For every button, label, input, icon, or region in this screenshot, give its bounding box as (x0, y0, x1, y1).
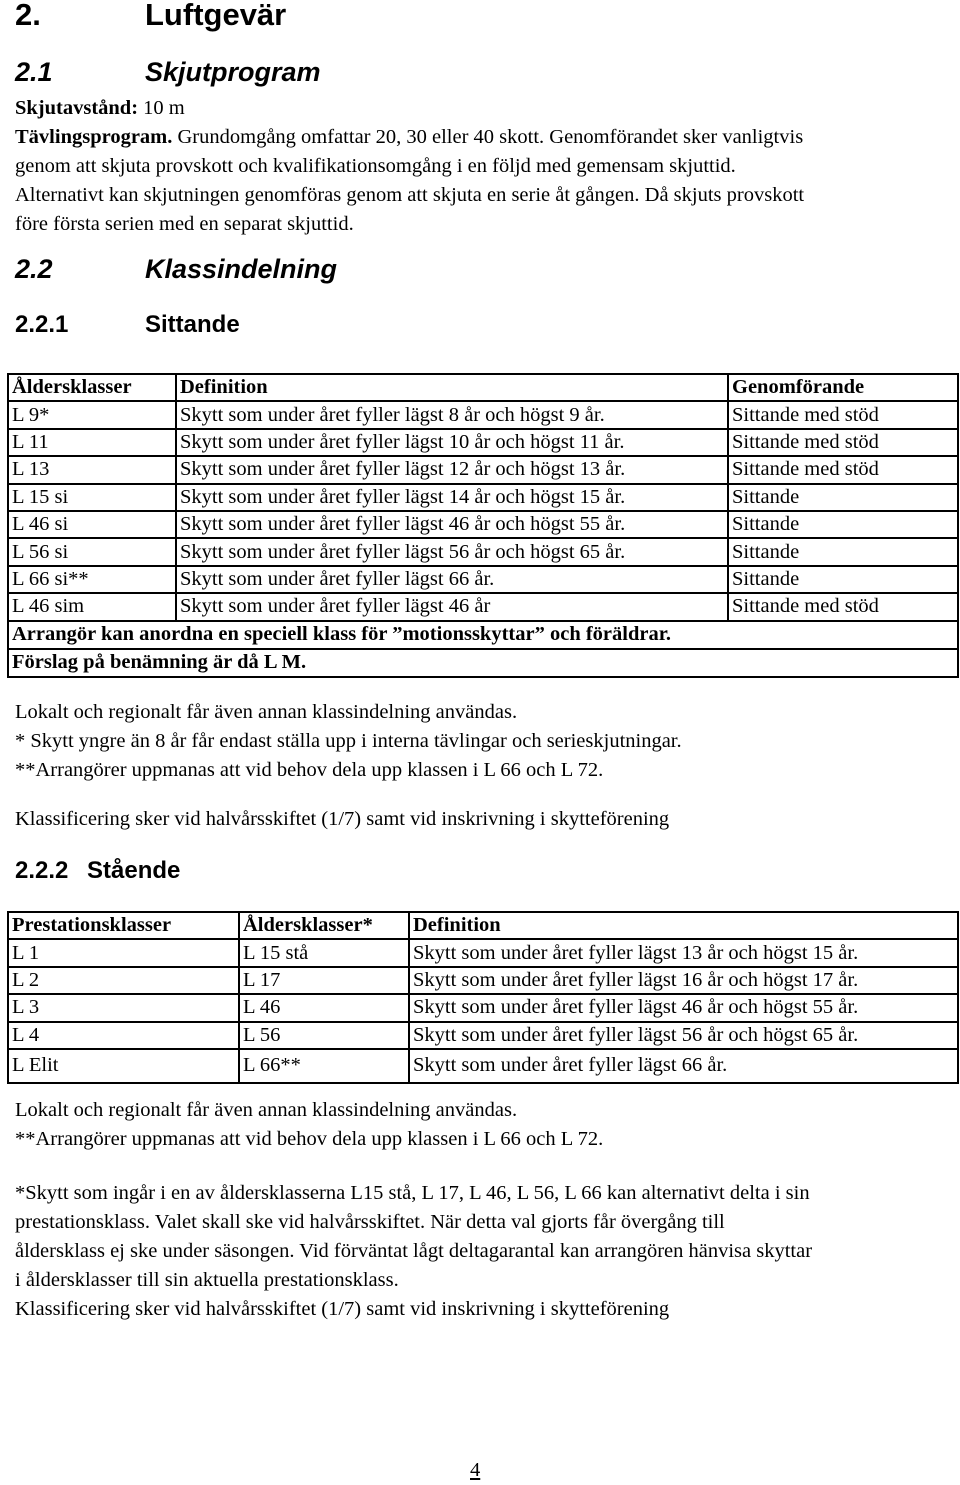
cell-definition: Skytt som under året fyller lägst 13 år och högst 15 år. (409, 939, 958, 966)
staende-notes (15, 1096, 950, 1154)
page-number: 4 (470, 1459, 481, 1481)
section-2-2-1-title: Sittande (145, 311, 240, 338)
table-row (8, 511, 958, 538)
section-2-1-title: Skjutprogram (145, 57, 321, 87)
cell-definition: Skytt som under året fyller lägst 46 år och högst 55 år. (176, 511, 728, 538)
footnote-line: i åldersklasser till sin aktuella prestationsklass. (15, 1269, 399, 1291)
table-row (8, 593, 958, 620)
note-line: **Arrangörer uppmanas att vid behov dela upp klassen i L 66 och L 72. (15, 759, 604, 781)
cell-definition: Skytt som under året fyller lägst 16 år och högst 17 år. (409, 967, 958, 994)
program-text: Grundomgång omfattar 20, 30 eller 40 skott. Genomförandet sker vanligtvis (172, 126, 804, 148)
table-note-row (8, 649, 958, 677)
cell-age-class: L 56 (239, 1022, 409, 1049)
table-row (8, 1049, 958, 1083)
cell-definition: Skytt som under året fyller lägst 14 år och högst 15 år. (176, 484, 728, 511)
table-row (8, 967, 958, 994)
cell-class: L 11 (8, 429, 176, 456)
cell-performance-class: L 4 (8, 1022, 239, 1049)
sittande-table (7, 373, 959, 678)
cell-class: L 46 si (8, 511, 176, 538)
header-aldersklasser: Åldersklasser (8, 374, 176, 401)
cell-execution: Sittande med stöd (728, 429, 958, 456)
cell-definition: Skytt som under året fyller lägst 8 år och högst 9 år. (176, 401, 728, 428)
table-row (8, 566, 958, 593)
staende-footnote (15, 1179, 950, 1324)
section-2-2-2-number: 2.2.2 (15, 857, 69, 884)
table-row (8, 994, 958, 1021)
footnote-line: Klassificering sker vid halvårsskiftet (1/7) samt vid inskrivning i skytteförening (15, 1298, 670, 1320)
cell-class: L 15 si (8, 484, 176, 511)
body-line: före första serien med en separat skjuttid. (15, 213, 354, 235)
cell-definition: Skytt som under året fyller lägst 66 år. (409, 1049, 958, 1083)
header-aldersklasser: Åldersklasser* (239, 912, 409, 939)
table-row (8, 429, 958, 456)
footnote-line: *Skytt som ingår i en av åldersklasserna L15 stå, L 17, L 46, L 56, L 66 kan alternativt delta i sin (15, 1182, 810, 1204)
section-2-2-title: Klassindelning (145, 254, 338, 284)
program-label: Tävlingsprogram. (15, 126, 173, 148)
table-header-row (8, 912, 958, 939)
section-2-1-body (15, 94, 950, 239)
cell-execution: Sittande med stöd (728, 401, 958, 428)
header-definition: Definition (176, 374, 728, 401)
section-2-2-number: 2.2 (15, 254, 53, 284)
cell-definition: Skytt som under året fyller lägst 46 år och högst 55 år. (409, 994, 958, 1021)
program-line (15, 123, 950, 152)
cell-performance-class: L 1 (8, 939, 239, 966)
table-note-row (8, 621, 958, 649)
cell-execution: Sittande med stöd (728, 456, 958, 483)
header-genomforande: Genomförande (728, 374, 958, 401)
body-line: genom att skjuta provskott och kvalifikationsomgång i en följd med gemensam skjuttid. (15, 155, 736, 177)
section-2-2-1-number: 2.2.1 (15, 311, 69, 338)
cell-class: L 56 si (8, 538, 176, 565)
cell-definition: Skytt som under året fyller lägst 56 år och högst 65 år. (176, 538, 728, 565)
classification-note: Klassificering sker vid halvårsskiftet (1/7) samt vid inskrivning i skytteförening (15, 808, 670, 830)
section-2-2-2-title: Stående (87, 857, 181, 884)
cell-execution: Sittande (728, 538, 958, 565)
sittande-notes (15, 698, 950, 785)
cell-performance-class: L Elit (8, 1049, 239, 1083)
cell-class: L 46 sim (8, 593, 176, 620)
cell-class: L 9* (8, 401, 176, 428)
cell-age-class: L 46 (239, 994, 409, 1021)
cell-age-class: L 15 stå (239, 939, 409, 966)
cell-definition: Skytt som under året fyller lägst 10 år och högst 11 år. (176, 429, 728, 456)
cell-definition: Skytt som under året fyller lägst 12 år och högst 13 år. (176, 456, 728, 483)
cell-execution: Sittande (728, 511, 958, 538)
table-row (8, 456, 958, 483)
table-header-row (8, 374, 958, 401)
distance-label: Skjutavstånd: (15, 97, 139, 119)
distance-value: 10 m (138, 97, 185, 119)
cell-age-class: L 17 (239, 967, 409, 994)
table-row (8, 401, 958, 428)
cell-age-class: L 66** (239, 1049, 409, 1083)
cell-execution: Sittande (728, 484, 958, 511)
cell-execution: Sittande med stöd (728, 593, 958, 620)
cell-definition: Skytt som under året fyller lägst 46 år (176, 593, 728, 620)
header-definition: Definition (409, 912, 958, 939)
note-line: **Arrangörer uppmanas att vid behov dela upp klassen i L 66 och L 72. (15, 1128, 604, 1150)
cell-class: L 66 si** (8, 566, 176, 593)
cell-performance-class: L 3 (8, 994, 239, 1021)
body-line: Alternativt kan skjutningen genomföras genom att skjuta en serie åt gången. Då skjuts provskott (15, 184, 805, 206)
cell-definition: Skytt som under året fyller lägst 56 år och högst 65 år. (409, 1022, 958, 1049)
cell-class: L 13 (8, 456, 176, 483)
table-row (8, 1022, 958, 1049)
note-motionsskyttar: Arrangör kan anordna en speciell klass för ”motionsskyttar” och föräldrar. (8, 621, 958, 649)
note-line: Lokalt och regionalt får även annan klassindelning användas. (15, 701, 518, 723)
note-line: * Skytt yngre än 8 år får endast ställa upp i interna tävlingar och serieskjutningar. (15, 730, 682, 752)
distance-line (15, 94, 950, 123)
cell-execution: Sittande (728, 566, 958, 593)
header-prestationsklasser: Prestationsklasser (8, 912, 239, 939)
table-row (8, 484, 958, 511)
footnote-line: prestationsklass. Valet skall ske vid halvårsskiftet. När detta val gjorts får övergång till (15, 1211, 725, 1233)
footnote-line: åldersklass ej ske under säsongen. Vid förväntat lågt deltagarantal kan arrangören hänvisa skyttar (15, 1240, 813, 1262)
table-row (8, 538, 958, 565)
section-2-1-number: 2.1 (15, 57, 53, 87)
table-row (8, 939, 958, 966)
note-benamning: Förslag på benämning är då L M. (8, 649, 958, 677)
staende-table (7, 911, 959, 1084)
cell-definition: Skytt som under året fyller lägst 66 år. (176, 566, 728, 593)
note-line: Lokalt och regionalt får även annan klassindelning användas. (15, 1099, 518, 1121)
heading-number: 2. (15, 0, 41, 32)
heading-title: Luftgevär (145, 0, 287, 32)
cell-performance-class: L 2 (8, 967, 239, 994)
